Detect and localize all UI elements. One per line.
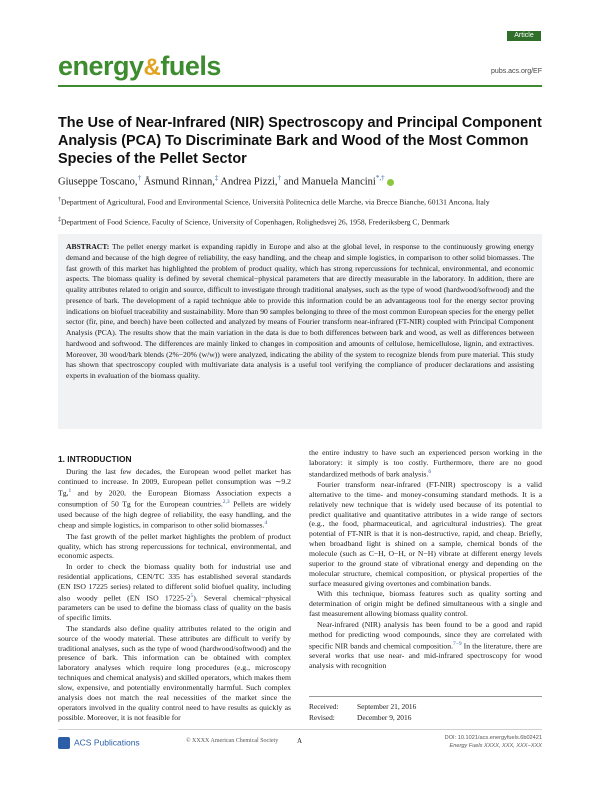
abstract-label: ABSTRACT: xyxy=(66,242,110,251)
abstract-text: The pellet energy market is expanding rapidly in Europe and also at the global level, in response to the continuously growing energy demand and because of the high degree of reliability, the easy handling, and the cheap and simple logistics, in comparison to other solid biomasses. The fast growth of this market has highlighted the problem of product quality, which has strong repercussions for technical, environmental, and economic aspects. The biomass quality is defined by several chemical−physical parameters that are directly measurable in the laboratory. In addition, there are quality attributes related to origin and source, difficult to investigate through traditional analyses, such as the type of wood (hardwood/softwood) and the presence of bark. The development of a rapid technique able to provide this information could be an advantageous tool for the energy sector proving indications on biofuel traceability and sustainability. More than 90 samples belonging to three of the most common European species for the energy pellet sector (fir, pine, and beech) have been collected and analyzed by means of Fourier transform near-infrared (FT-NIR) coupled with Principal Component Analysis (PCA). The results show that the main variation in the data is due to both differences between bark and wood, as well as differences between hardwood and softwood. The differences are mainly linked to changes in composition and amounts of cellulose, hemicellulose, lignin, and extractives. Moreover, 30 wood/bark blends (2%−20% (w/w)) were analyzed, indicating the ability of the system to recognize blends from pure material. This study has shown that spectroscopy coupled with multivariate data analysis is a useful tool verifying the compliance of producer declarations and assisting experts in evaluation of the biomass quality. xyxy=(66,242,535,380)
right-column xyxy=(309,448,542,672)
author-name[interactable]: Åsmund Rinnan, xyxy=(143,176,215,188)
copyright: © XXXX American Chemical Society xyxy=(186,738,279,744)
doi-block xyxy=(370,735,542,750)
body-paragraph: The fast growth of the pellet market highlights the problem of product quality, which has strong repercussions for technical, environmental, and economic aspects. xyxy=(58,531,291,561)
article-type-badge: Article xyxy=(507,31,541,41)
affiliation-mark: ‡ xyxy=(58,217,61,223)
journal-logo[interactable] xyxy=(58,51,221,82)
citation-link[interactable]: 5 xyxy=(190,592,194,599)
author-name[interactable]: Giuseppe Toscano, xyxy=(58,176,138,188)
logo-part-energy: energy xyxy=(58,51,144,81)
body-paragraph: Near-infrared (NIR) analysis has been found to be a good and rapid method for predicting wood compounds, since they are correlated with specific NIR bands and chemical composition.$^{7-9}$ In the literature, there are several works that use near- and mid-infrared spectroscopy for wood analysis with recognition xyxy=(309,619,542,670)
body-paragraph: With this technique, biomass features such as quality sorting and determination of origin might be defined simultaneous with a single and fast measurement allowing biomass quality control. xyxy=(309,589,542,619)
page-number: A xyxy=(297,737,303,745)
history-row xyxy=(309,712,542,723)
citation-link[interactable]: 7−9 xyxy=(453,640,462,647)
journal-citation: Energy Fuels XXXX, XXX, XXX−XXX xyxy=(449,742,542,749)
doi-link[interactable]: DOI: 10.1021/acs.energyfuels.6b02421 xyxy=(444,735,542,741)
logo-part-fuels: fuels xyxy=(160,51,221,81)
affiliation xyxy=(58,195,542,208)
history-date: December 9, 2016 xyxy=(357,713,412,722)
section-heading: 1. INTRODUCTION xyxy=(58,454,132,464)
body-paragraph: The standards also define quality attributes related to the origin and source of the woody material. These attributes are difficult to verify by traditional analyses, such as the type of wood (hardwood/softwood) and the presence of bark. This information can be obtained with complex laboratory analyses which require long procedures (e.g., microscopy techniques and chemical analysis) and skilled operators, which makes them slow, expensive, and potentially environmentally harmful. Such complex analysis does not match the real necessities of the market since the operators involved in the quality control need to have results as quickly as possible. Moreover, it is not feasible for xyxy=(58,623,291,722)
history-label: Received: xyxy=(309,702,339,711)
abstract-box xyxy=(58,234,542,429)
author-name[interactable]: and Manuela Mancini xyxy=(283,176,376,188)
header-divider xyxy=(58,85,542,87)
body-paragraph: During the last few decades, the European wood pellet market has continued to increase. In 2009, European pellet consumption was ∼9.2 Tg,$^1$ and by 2020, the European Biomass Association expects a consumption of 50 Tg for the European countries.$^{2,3}$ Pellets are widely used because of the high degree of reliability, the easy handling, and the cheap and simple logistics, in comparison to other solid biomasses.$^4$ xyxy=(58,467,292,530)
citation-link[interactable]: 1 xyxy=(68,487,72,494)
publisher-name: ACS Publications xyxy=(74,737,140,748)
logo-ampersand: & xyxy=(143,54,161,81)
citation-link[interactable]: 6 xyxy=(428,468,432,475)
article-history xyxy=(309,696,542,723)
affiliation xyxy=(58,215,542,228)
history-label: Revised: xyxy=(309,713,335,722)
citation-link[interactable]: 4 xyxy=(264,520,268,527)
left-column xyxy=(58,467,291,723)
affiliation-mark: † xyxy=(58,197,61,203)
history-date: September 21, 2016 xyxy=(357,702,417,711)
author-name[interactable]: Andrea Pizzi, xyxy=(220,176,278,188)
footer-divider xyxy=(58,729,542,730)
body-paragraph: In order to check the biomass quality both for industrial use and residential applications, CEN/TC 335 has established several standards (EN ISO 17225 series) related to different solid biofuel quality, including also woody pellet (EN ISO $17225-2^5$). Several chemical−physical parameters can be used to define the biomass class of quality on the basis of specific limits. xyxy=(58,562,291,623)
affiliation-text: Department of Agricultural, Food and Environmental Science, Università Politecnica delle Marche, via Brecce Bianche, 60131 Ancona, Italy xyxy=(61,197,490,207)
author-affiliation-mark: † xyxy=(137,174,142,182)
affiliation-text: Department of Food Science, Faculty of Science, University of Copenhagen, Rolighedsvej 26, 1958, Frederiksberg C, Denmark xyxy=(61,217,450,227)
article-title: The Use of Near-Infrared (NIR) Spectroscopy and Principal Component Analysis (PCA) To Discriminate Bark and Wood of the Most Common Species of the Pellet Sector xyxy=(58,115,542,167)
body-paragraph: the entire industry to have such an experienced person working in the laboratory: it simply is too costly. Furthermore, there are no good standardized methods of bark analysis.$^6$ xyxy=(309,448,542,479)
citation-link[interactable]: 2,3 xyxy=(222,499,230,506)
publisher-logo[interactable] xyxy=(58,737,140,749)
body-paragraph: Fourier transform near-infrared (FT-NIR) spectroscopy is a valid alternative to the time- and money-consuming standard methods. It is a relatively new technique that is widely used because of its potential to predict qualitative and quantitative attributes in a wide range of sectors (e.g., the food, pharmaceutical, and agricultural industries). The great potential of FT-NIR is that it is non-destructive, rapid, and cheap. Briefly, when broadband light is shined on a sample, chemical bonds of the molecule (such as C−H, O−H, or N−H) vibrate at different energy levels superior to the ground state of vibrational energy and depending on the molecular structure, chemical composition, or physical properties of the surface measured giving overtones and combination bands. xyxy=(309,480,542,588)
orcid-icon[interactable] xyxy=(387,179,394,186)
author-list xyxy=(58,172,542,189)
author-affiliation-mark: *,† xyxy=(375,174,385,182)
abstract-paragraph xyxy=(66,242,534,382)
author-affiliation-mark: † xyxy=(277,174,282,182)
history-row xyxy=(309,701,542,712)
acs-logo-icon xyxy=(58,737,70,749)
author-affiliation-mark: ‡ xyxy=(214,174,219,182)
journal-url-link[interactable]: pubs.acs.org/EF xyxy=(491,68,542,75)
